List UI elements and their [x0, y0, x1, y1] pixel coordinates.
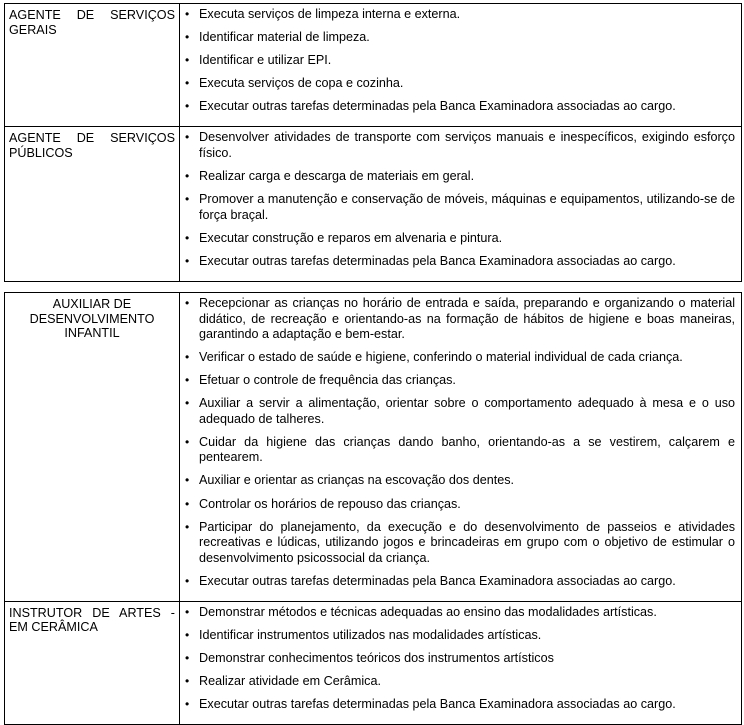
list-item: • Realizar carga e descarga de materiais em geral.: [185, 169, 475, 184]
table-row: [5, 293, 742, 602]
table-row: [5, 4, 742, 127]
bullet-icon: •: [185, 53, 190, 68]
job-duties-table-2: [4, 292, 742, 725]
bullet-icon: •: [185, 192, 190, 207]
list-item: • Auxiliar a servir a alimentação, orientar sobre o comportamento adequado à mesa e o uso adequado de talheres.: [185, 396, 735, 426]
bullet-icon: •: [185, 7, 190, 21]
list-item: • Executar construção e reparos em alvenaria e pintura.: [185, 230, 503, 245]
task-list: [184, 296, 735, 589]
bullet-icon: •: [185, 230, 190, 245]
list-item: • Executa serviços de limpeza interna e externa.: [185, 7, 461, 21]
list-item: • Demonstrar métodos e técnicas adequadas ao ensino das modalidades artísticas.: [185, 604, 657, 619]
bullet-icon: •: [185, 30, 190, 45]
list-item: • Desenvolver atividades de transporte com serviços manuais e inespecíficos, exigindo esforço físico.: [185, 130, 735, 160]
bullet-icon: •: [185, 573, 190, 588]
list-item: • Controlar os horários de repouso das crianças.: [185, 496, 461, 511]
role-cell: INSTRUTOR DE ARTES - EM CERÂMICA: [5, 601, 180, 724]
bullet-icon: •: [185, 296, 190, 310]
tasks-cell: [180, 601, 742, 724]
list-item: • Executa serviços de copa e cozinha.: [185, 76, 404, 91]
list-item: • Demonstrar conhecimentos teóricos dos instrumentos artísticos: [185, 651, 554, 666]
list-item: • Auxiliar e orientar as crianças na escovação dos dentes.: [185, 473, 515, 488]
bullet-icon: •: [185, 674, 190, 689]
list-item: • Cuidar da higiene das crianças dando banho, orientando-as a se vestirem, calçarem e pentearem.: [185, 434, 735, 465]
bullet-icon: •: [185, 350, 190, 365]
list-item: • Efetuar o controle de frequência das crianças.: [185, 373, 456, 388]
list-item: • Realizar atividade em Cerâmica.: [185, 674, 381, 689]
bullet-icon: •: [185, 396, 190, 411]
bullet-icon: •: [185, 99, 190, 114]
list-item: • Promover a manutenção e conservação de móveis, máquinas e equipamentos, utilizando-se de força braçal.: [185, 192, 735, 222]
list-item: • Identificar instrumentos utilizados nas modalidades artísticas.: [185, 627, 542, 642]
bullet-icon: •: [185, 519, 190, 534]
bullet-icon: •: [185, 130, 190, 145]
task-list: [184, 605, 735, 713]
bullet-icon: •: [185, 697, 190, 712]
role-cell: AGENTE DE SERVIÇOS GERAIS: [5, 4, 180, 127]
tasks-cell: [180, 293, 742, 602]
bullet-icon: •: [185, 169, 190, 184]
list-item: • Participar do planejamento, da execução e do desenvolvimento de passeios e atividades recreativas e lúdicas, utilizando jogos e brincadeiras em grupo com o objetivo de estimular o desenvolvimento psicossocial da criança.: [185, 519, 735, 565]
list-item: • Recepcionar as crianças no horário de entrada e saída, preparando e organizando o material didático, de recreação e orientando-as na formação de hábitos de higiene e boas maneiras, garantindo a adaptação e bem-estar.: [185, 296, 735, 341]
bullet-icon: •: [185, 253, 190, 268]
tasks-cell: [180, 127, 742, 281]
bullet-icon: •: [185, 76, 190, 91]
list-item: • Verificar o estado de saúde e higiene, conferindo o material individual de cada criança.: [185, 350, 683, 365]
bullet-icon: •: [185, 473, 190, 488]
list-item: • Executar outras tarefas determinadas pela Banca Examinadora associadas ao cargo.: [185, 697, 676, 712]
list-item: • Identificar material de limpeza.: [185, 30, 370, 45]
tasks-cell: [180, 4, 742, 127]
bullet-icon: •: [185, 627, 190, 642]
job-duties-table-1: [4, 3, 742, 282]
role-cell: AUXILIAR DE DESENVOLVIMENTO INFANTIL: [5, 293, 180, 602]
task-list: [184, 7, 735, 115]
role-cell: AGENTE DE SERVIÇOS PÚBLICOS: [5, 127, 180, 281]
bullet-icon: •: [185, 373, 190, 388]
table-row: [5, 601, 742, 724]
list-item: • Identificar e utilizar EPI.: [185, 53, 332, 68]
bullet-icon: •: [185, 434, 190, 449]
list-item: • Executar outras tarefas determinadas pela Banca Examinadora associadas ao cargo.: [185, 573, 676, 588]
bullet-icon: •: [185, 604, 190, 619]
list-item: • Executar outras tarefas determinadas pela Banca Examinadora associadas ao cargo.: [185, 253, 676, 268]
bullet-icon: •: [185, 651, 190, 666]
table-row: [5, 127, 742, 281]
list-item: • Executar outras tarefas determinadas pela Banca Examinadora associadas ao cargo.: [185, 99, 676, 114]
bullet-icon: •: [185, 496, 190, 511]
task-list: [184, 130, 735, 269]
